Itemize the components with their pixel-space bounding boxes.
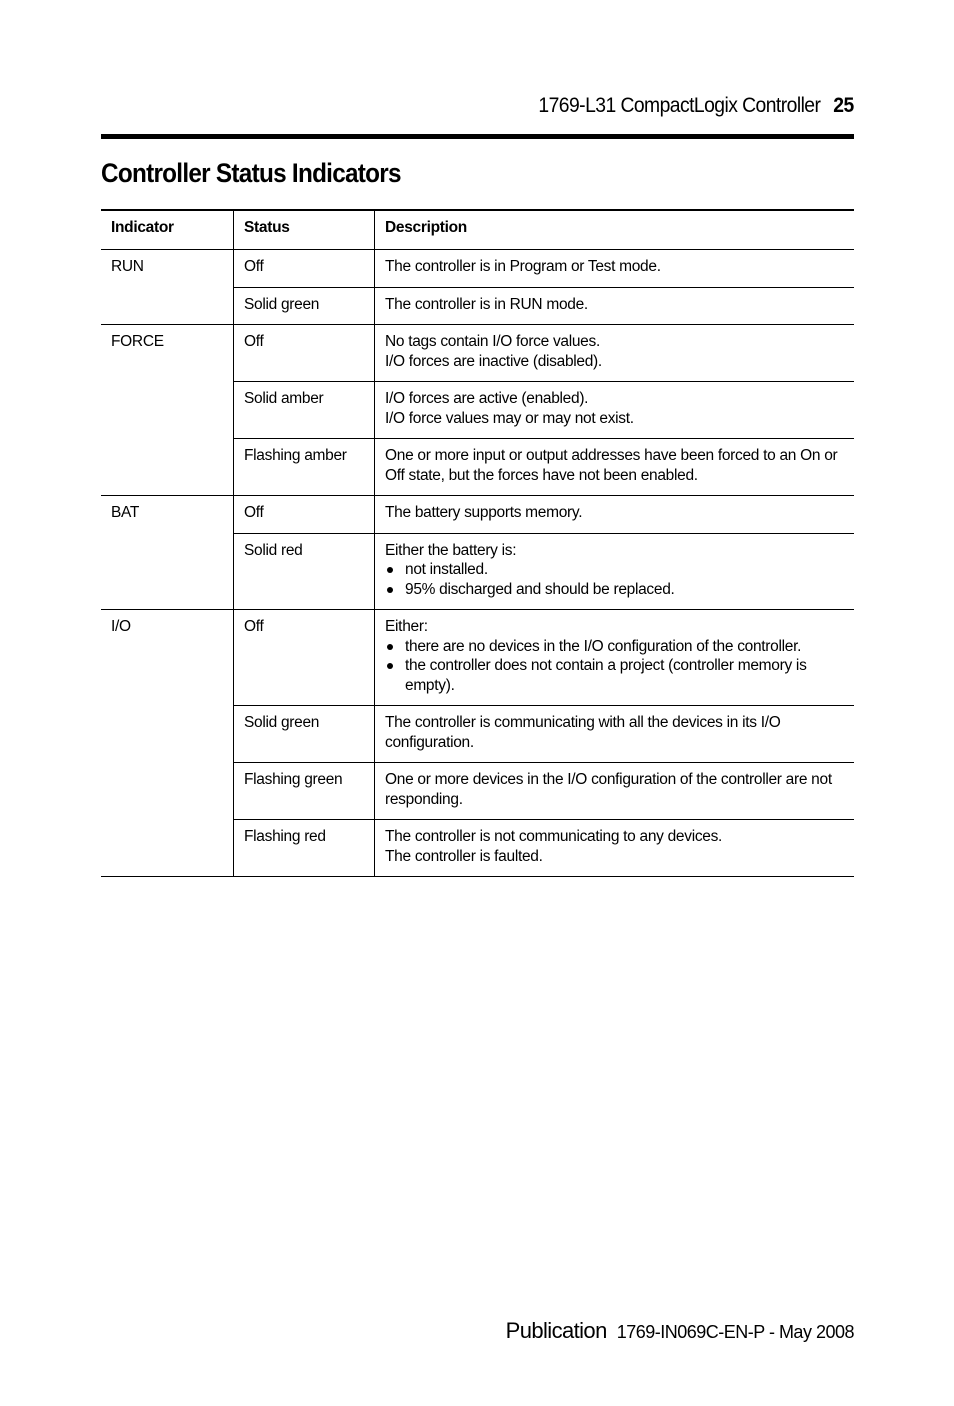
description-line: I/O forces are inactive (disabled). <box>385 352 602 370</box>
description-line: One or more devices in the I/O configuration of the controller are not responding. <box>385 771 832 808</box>
table-row <box>101 496 854 534</box>
description-cell <box>375 763 855 820</box>
column-header-status: Status <box>234 210 375 250</box>
status-cell: Off <box>234 250 375 288</box>
description-cell <box>375 706 855 763</box>
description-line: The battery supports memory. <box>385 504 583 521</box>
status-cell: Solid green <box>234 287 375 325</box>
bullet-item: 95% discharged and should be replaced. <box>385 580 844 600</box>
description-cell <box>375 250 855 288</box>
status-cell: Off <box>234 610 375 706</box>
description-line: I/O forces are active (enabled). <box>385 390 589 407</box>
bullet-item: there are no devices in the I/O configuration of the controller. <box>385 637 844 657</box>
description-cell <box>375 496 855 534</box>
description-line: No tags contain I/O force values. <box>385 333 600 350</box>
table-body <box>101 250 854 877</box>
running-header <box>539 94 854 124</box>
table-row <box>101 610 854 706</box>
description-line: The controller is in Program or Test mode. <box>385 258 661 275</box>
bullet-item: not installed. <box>385 560 844 580</box>
section-title: Controller Status Indicators <box>101 158 401 188</box>
footer-label: Publication <box>505 1318 607 1343</box>
description-line: The controller is in RUN mode. <box>385 295 588 313</box>
table-row <box>101 325 854 382</box>
publication-id: 1769-IN069C-EN-P - May 2008 <box>616 1322 854 1342</box>
indicator-cell: BAT <box>101 496 234 610</box>
bullet-item: the controller does not contain a project (controller memory is empty). <box>385 656 844 695</box>
status-cell: Flashing amber <box>234 439 375 496</box>
description-cell <box>375 820 855 877</box>
page-number: 25 <box>833 94 854 117</box>
description-cell <box>375 610 855 706</box>
status-cell: Off <box>234 325 375 382</box>
column-header-description: Description <box>375 210 855 250</box>
description-cell <box>375 325 855 382</box>
bullet-list <box>385 560 844 599</box>
status-cell: Solid amber <box>234 382 375 439</box>
status-cell: Off <box>234 496 375 534</box>
description-line: The controller is faulted. <box>385 847 543 865</box>
bullet-list <box>385 637 844 696</box>
indicator-cell: RUN <box>101 250 234 325</box>
description-line: Either: <box>385 618 428 635</box>
header-rule <box>101 134 854 139</box>
column-header-indicator: Indicator <box>101 210 234 250</box>
description-cell <box>375 287 855 325</box>
description-line: The controller is communicating with all the devices in its I/O configuration. <box>385 714 781 751</box>
description-line: Either the battery is: <box>385 541 517 559</box>
table-row <box>101 250 854 288</box>
description-line: I/O force values may or may not exist. <box>385 409 634 427</box>
footer <box>506 1318 854 1344</box>
document-title: 1769-L31 CompactLogix Controller <box>538 94 821 117</box>
description-cell <box>375 533 855 610</box>
description-line: The controller is not communicating to any devices. <box>385 828 723 845</box>
status-cell: Solid green <box>234 706 375 763</box>
status-cell: Flashing red <box>234 820 375 877</box>
description-line: One or more input or output addresses have been forced to an On or Off state, but the forces have not been enabled. <box>385 447 838 484</box>
status-cell: Flashing green <box>234 763 375 820</box>
indicator-cell: FORCE <box>101 325 234 496</box>
indicator-cell: I/O <box>101 610 234 877</box>
table-header-row <box>101 210 854 250</box>
status-cell: Solid red <box>234 533 375 610</box>
description-cell <box>375 439 855 496</box>
status-indicator-table <box>101 209 854 877</box>
description-cell <box>375 382 855 439</box>
